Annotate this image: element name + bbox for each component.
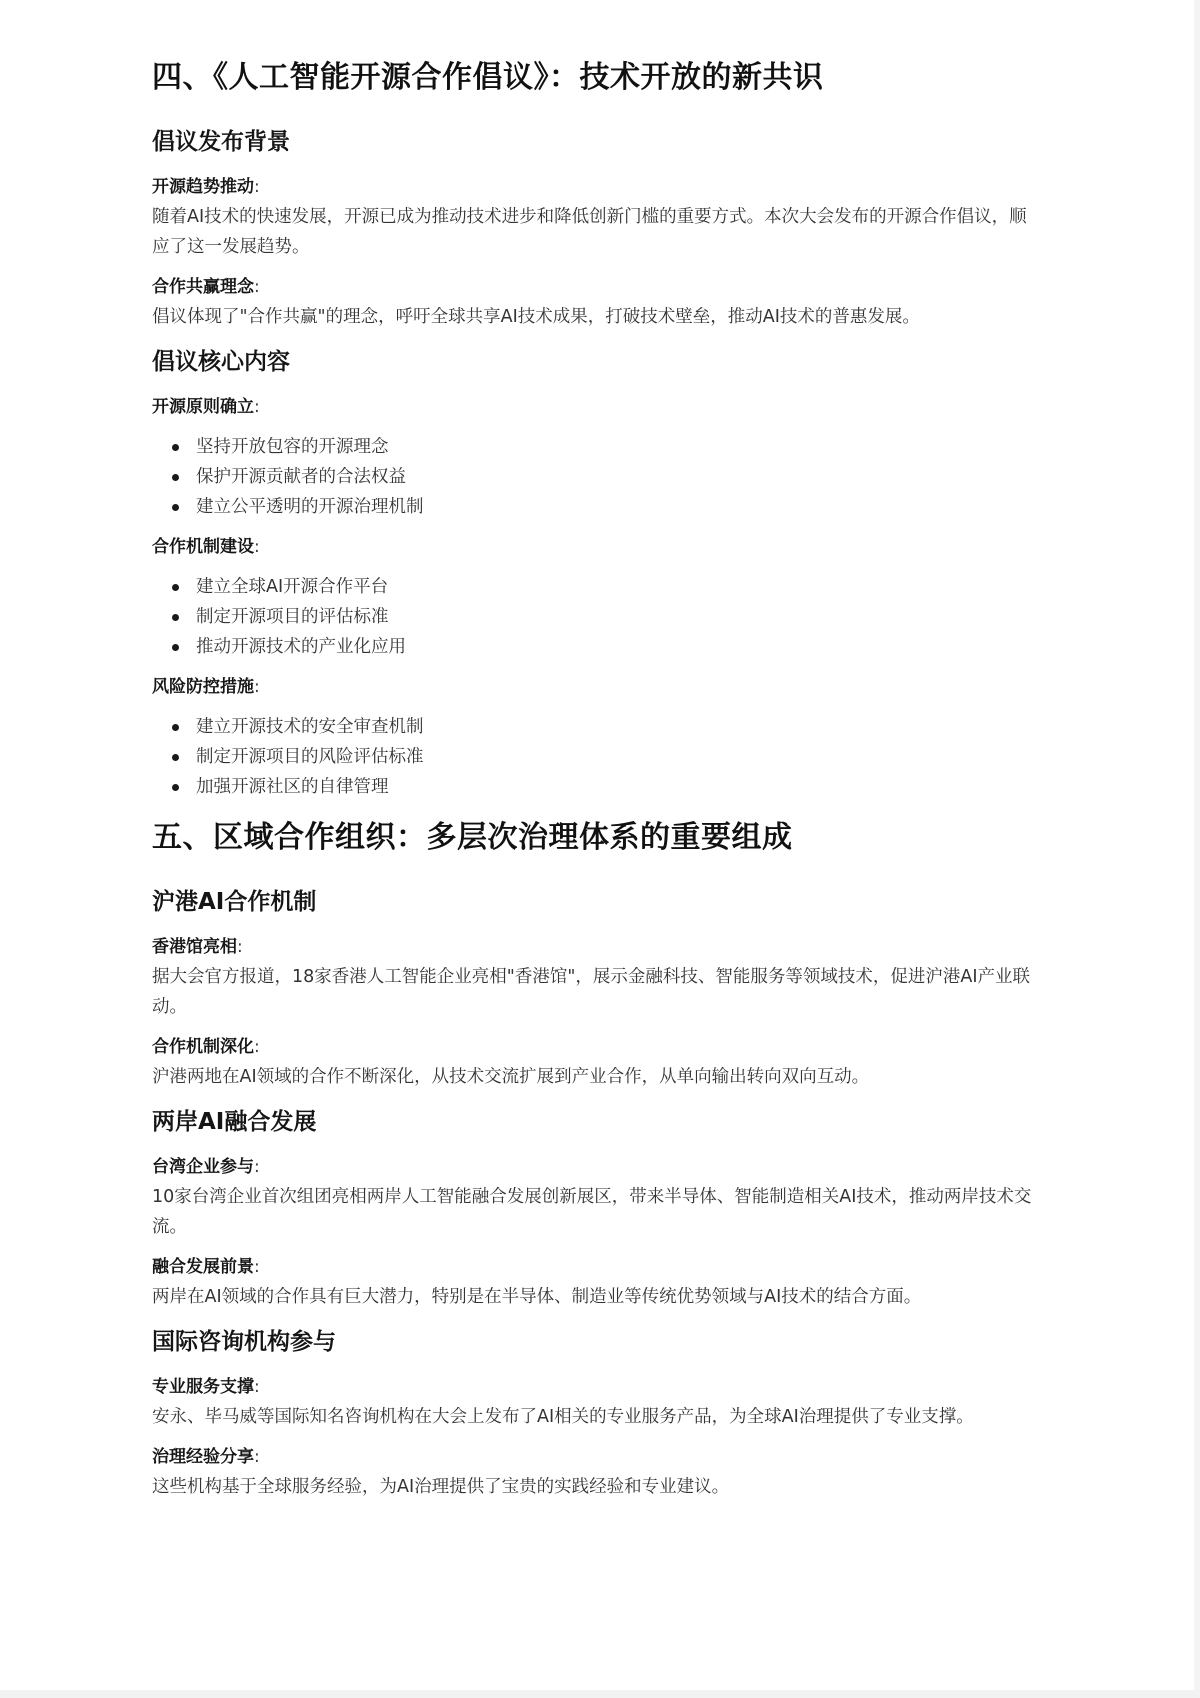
list-item: 建立全球AI开源合作平台	[196, 572, 1042, 602]
item-paragraph: 据大会官方报道，18家香港人工智能企业亮相"香港馆"，展示金融科技、智能服务等领域技术，促进沪港AI产业联动。	[152, 967, 1030, 1017]
subsection-heading-core-content: 倡议核心内容	[152, 349, 290, 375]
subsection-heading-consulting: 国际咨询机构参与	[152, 1329, 336, 1355]
bullet-list	[152, 432, 1042, 522]
subsection-heading-background: 倡议发布背景	[152, 129, 290, 155]
bullet-icon	[172, 724, 179, 731]
list-item: 制定开源项目的风险评估标准	[196, 742, 1042, 772]
item-label: 治理经验分享:	[152, 1447, 260, 1467]
list-item: 加强开源社区的自律管理	[196, 772, 1042, 802]
item-paragraph: 两岸在AI领域的合作具有巨大潜力，特别是在半导体、制造业等传统优势领域与AI技术的结合方面。	[152, 1287, 922, 1307]
group-label: 风险防控措施:	[152, 677, 260, 697]
page-edge-bottom	[0, 1690, 1200, 1698]
item-paragraph: 10家台湾企业首次组团亮相两岸人工智能融合发展创新展区，带来半导体、智能制造相关AI技术，推动两岸技术交流。	[152, 1187, 1032, 1237]
list-item: 制定开源项目的评估标准	[196, 602, 1042, 632]
section-5-title: 五、区域合作组织：多层次治理体系的重要组成	[152, 820, 793, 855]
list-item: 建立开源技术的安全审查机制	[196, 712, 1042, 742]
item-paragraph: 这些机构基于全球服务经验，为AI治理提供了宝贵的实践经验和专业建议。	[152, 1477, 730, 1497]
group-label: 合作机制建设:	[152, 537, 260, 557]
bullet-icon	[172, 784, 179, 791]
list-item: 坚持开放包容的开源理念	[196, 432, 1042, 462]
list-item: 保护开源贡献者的合法权益	[196, 462, 1042, 492]
bullet-icon	[172, 504, 179, 511]
document-content	[152, 52, 1042, 1512]
bullet-icon	[172, 614, 179, 621]
item-label: 合作共赢理念:	[152, 277, 260, 297]
bullet-list	[152, 572, 1042, 662]
bullet-list	[152, 712, 1042, 802]
page-edge	[1194, 0, 1200, 1698]
group-label: 开源原则确立:	[152, 397, 260, 417]
section-4-title: 四、《人工智能开源合作倡议》：技术开放的新共识	[152, 60, 824, 95]
item-label: 合作机制深化:	[152, 1037, 260, 1057]
bullet-icon	[172, 584, 179, 591]
bullet-icon	[172, 644, 179, 651]
item-label: 专业服务支撑:	[152, 1377, 260, 1397]
item-paragraph: 沪港两地在AI领域的合作不断深化，从技术交流扩展到产业合作，从单向输出转向双向互动。	[152, 1067, 870, 1087]
item-label: 开源趋势推动:	[152, 177, 260, 197]
bullet-icon	[172, 474, 179, 481]
list-item: 建立公平透明的开源治理机制	[196, 492, 1042, 522]
subsection-heading-shanghai-hk: 沪港AI合作机制	[152, 889, 317, 915]
bullet-icon	[172, 444, 179, 451]
list-item: 推动开源技术的产业化应用	[196, 632, 1042, 662]
subsection-heading-cross-strait: 两岸AI融合发展	[152, 1109, 317, 1135]
item-paragraph: 倡议体现了"合作共赢"的理念，呼吁全球共享AI技术成果，打破技术壁垒，推动AI技术的普惠发展。	[152, 307, 920, 327]
item-label: 融合发展前景:	[152, 1257, 260, 1277]
item-paragraph: 随着AI技术的快速发展，开源已成为推动技术进步和降低创新门槛的重要方式。本次大会发布的开源合作倡议，顺应了这一发展趋势。	[152, 207, 1027, 257]
bullet-icon	[172, 754, 179, 761]
item-paragraph: 安永、毕马威等国际知名咨询机构在大会上发布了AI相关的专业服务产品，为全球AI治理提供了专业支撑。	[152, 1407, 974, 1427]
item-label: 香港馆亮相:	[152, 937, 243, 957]
item-label: 台湾企业参与:	[152, 1157, 260, 1177]
